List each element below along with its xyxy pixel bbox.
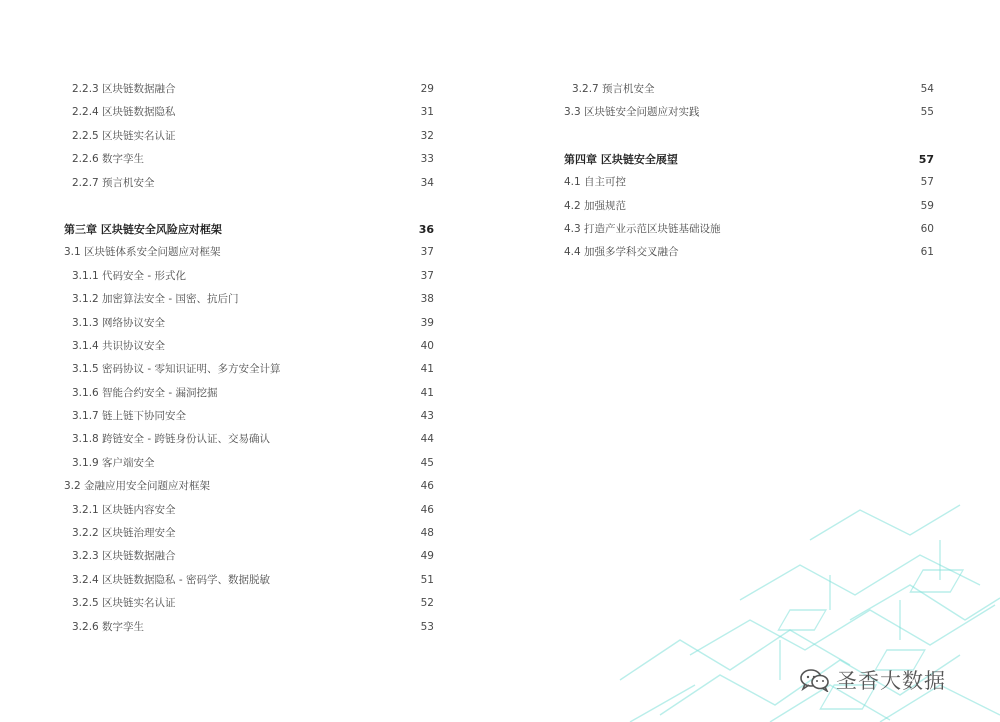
toc-entry[interactable] [564, 78, 934, 101]
toc-entry-title: 3.2.5 区块链实名认证 [72, 597, 176, 610]
toc-entry-title: 3.1.2 加密算法安全 - 国密、抗后门 [72, 293, 239, 306]
toc-entry-title: 3.2.6 数字孪生 [72, 620, 145, 633]
toc-entry-title: 3.2 金融应用安全问题应对框架 [64, 480, 211, 493]
toc-page-number: 46 [420, 503, 434, 516]
toc-entry-title: 3.1.3 网络协议安全 [72, 316, 166, 329]
toc-spacer [64, 195, 434, 218]
watermark [800, 665, 946, 695]
toc-entry-title: 2.2.6 数字孪生 [72, 153, 145, 166]
toc-page-number: 52 [420, 597, 434, 610]
toc-page-number: 34 [420, 176, 434, 189]
toc-page-number: 43 [420, 410, 434, 423]
toc-page-number: 60 [920, 222, 934, 235]
toc-entry-title: 2.2.3 区块链数据融合 [72, 83, 176, 95]
toc-entry-title: 4.3 打造产业示范区块链基础设施 [564, 222, 721, 235]
circuit-line [630, 685, 695, 722]
toc-page-number: 49 [420, 550, 434, 563]
toc-page-number: 41 [420, 386, 434, 399]
toc-entry[interactable] [64, 405, 434, 428]
toc-chapter-entry[interactable] [564, 148, 934, 171]
toc-entry[interactable] [64, 545, 434, 568]
toc-entry[interactable] [64, 288, 434, 311]
toc-entry-title: 3.1.5 密码协议 - 零知识证明、多方安全计算 [72, 363, 281, 376]
toc-entry[interactable] [64, 241, 434, 264]
toc-entry[interactable] [564, 195, 934, 218]
toc-entry-title: 3.2.1 区块链内容安全 [72, 503, 176, 516]
wechat-icon [800, 668, 830, 692]
toc-page-number: 37 [420, 269, 434, 282]
toc-entry-title: 3.1.9 客户端安全 [72, 456, 155, 469]
toc-entry[interactable] [64, 382, 434, 405]
toc-page-number: 57 [920, 176, 934, 189]
toc-page-number: 31 [420, 106, 434, 119]
toc-page-number: 36 [418, 222, 434, 236]
toc-right-column [564, 78, 934, 265]
circuit-line [740, 555, 980, 600]
toc-entry[interactable] [64, 475, 434, 498]
toc-entry-title: 2.2.7 预言机安全 [72, 176, 155, 189]
toc-entry-title: 2.2.4 区块链数据隐私 [72, 106, 176, 119]
toc-page-number: 37 [420, 246, 434, 259]
toc-entry[interactable] [564, 171, 934, 194]
toc-page-number: 33 [420, 153, 434, 166]
toc-page-number: 55 [920, 106, 934, 119]
toc-page-number: 53 [420, 620, 434, 633]
toc-entry-title: 3.1.8 跨链安全 - 跨链身份认证、交易确认 [72, 433, 271, 446]
toc-entry[interactable] [64, 522, 434, 545]
toc-page-number: 32 [420, 129, 434, 142]
watermark-text: 圣香大数据 [836, 669, 946, 693]
toc-entry-title: 第三章 区块链安全风险应对框架 [64, 222, 222, 236]
toc-entry[interactable] [64, 148, 434, 171]
toc-chapter-entry[interactable] [64, 218, 434, 241]
toc-entry[interactable] [564, 218, 934, 241]
toc-page-number: 54 [920, 83, 934, 95]
toc-entry-title: 第四章 区块链安全展望 [564, 152, 678, 166]
toc-entry-title: 3.1.6 智能合约安全 - 漏洞挖掘 [72, 386, 218, 399]
toc-page-number: 51 [420, 573, 434, 586]
toc-entry[interactable] [64, 125, 434, 148]
toc-entry[interactable] [64, 592, 434, 615]
toc-page-number: 40 [420, 339, 434, 352]
toc-entry-title: 3.1.4 共识协议安全 [72, 339, 166, 352]
toc-entry-title: 3.2.7 预言机安全 [572, 83, 655, 95]
toc-entry[interactable] [564, 101, 934, 124]
toc-entry-title: 3.2.3 区块链数据融合 [72, 550, 176, 563]
toc-page-number: 45 [420, 456, 434, 469]
toc-entry-title: 3.2.2 区块链治理安全 [72, 527, 176, 540]
toc-entry-title: 3.2.4 区块链数据隐私 - 密码学、数据脱敏 [72, 573, 271, 586]
toc-entry-title: 3.1 区块链体系安全问题应对框架 [64, 246, 221, 259]
toc-left-column [64, 78, 434, 639]
toc-page-number: 29 [420, 83, 434, 95]
toc-entry[interactable] [64, 428, 434, 451]
toc-entry[interactable] [564, 241, 934, 264]
toc-entry[interactable] [64, 78, 434, 101]
toc-entry[interactable] [64, 569, 434, 592]
toc-entry[interactable] [64, 452, 434, 475]
toc-page-number: 61 [920, 246, 934, 259]
circuit-line [850, 585, 1000, 620]
toc-entry[interactable] [64, 358, 434, 381]
circuit-block [778, 610, 826, 630]
toc-entry-title: 3.1.7 链上链下协同安全 [72, 410, 187, 423]
toc-entry-title: 4.1 自主可控 [564, 176, 627, 189]
toc-entry[interactable] [64, 101, 434, 124]
toc-page-number: 59 [920, 199, 934, 212]
toc-entry-title: 4.2 加强规范 [564, 199, 627, 212]
toc-entry[interactable] [64, 312, 434, 335]
toc-page-number: 44 [420, 433, 434, 446]
toc-page-number: 46 [420, 480, 434, 493]
toc-entry[interactable] [64, 265, 434, 288]
toc-entry-title: 3.3 区块链安全问题应对实践 [564, 106, 700, 119]
circuit-line [810, 505, 960, 540]
circuit-line [690, 605, 995, 655]
toc-entry[interactable] [64, 616, 434, 639]
toc-page-number: 38 [420, 293, 434, 306]
toc-page-number: 39 [420, 316, 434, 329]
toc-entry-title: 3.1.1 代码安全 - 形式化 [72, 269, 187, 282]
toc-entry-title: 4.4 加强多学科交叉融合 [564, 246, 679, 259]
toc-page-number: 41 [420, 363, 434, 376]
toc-entry[interactable] [64, 499, 434, 522]
toc-spacer [564, 125, 934, 148]
toc-page-number: 48 [420, 527, 434, 540]
toc-entry-title: 2.2.5 区块链实名认证 [72, 129, 176, 142]
toc-page-number: 57 [918, 152, 934, 166]
toc-entry[interactable] [64, 335, 434, 358]
toc-entry[interactable] [64, 172, 434, 195]
